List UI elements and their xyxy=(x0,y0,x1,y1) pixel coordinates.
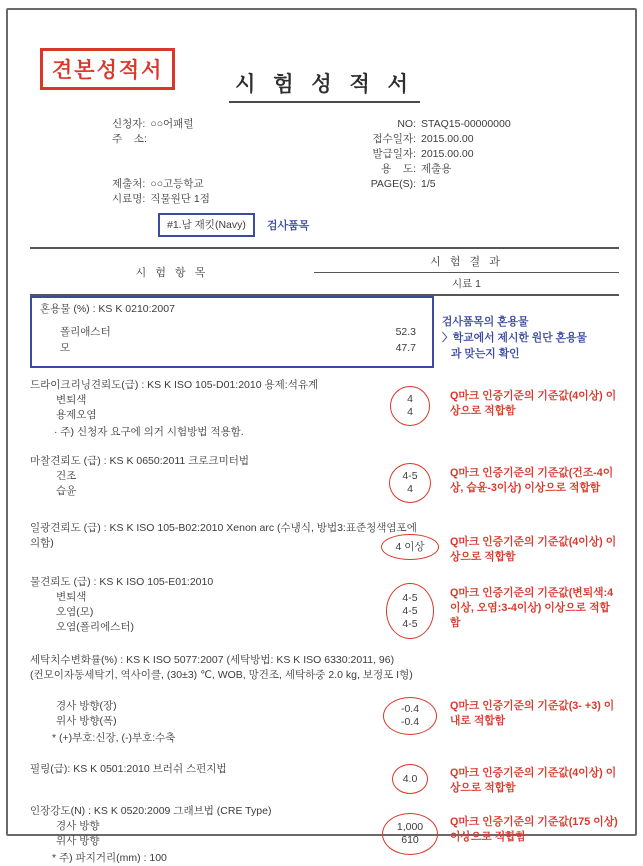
sub-item: 오염(폴리에스터) xyxy=(56,621,134,633)
annotation-line: 〉학교에서 제시한 원단 혼용물 xyxy=(442,332,587,344)
result-value: -0.4 xyxy=(400,703,420,715)
annotation-blend xyxy=(442,314,619,368)
inspection-item-note: 검사품목 xyxy=(266,220,310,232)
result-value: 4-5 xyxy=(402,591,418,604)
result-circle xyxy=(386,583,434,639)
inspection-item-row xyxy=(158,213,350,237)
sample-name-value: 직물원단 1점 xyxy=(150,193,210,205)
sub-item: 위사 방향(폭) xyxy=(56,715,117,727)
table-row xyxy=(40,340,424,356)
fiber-value: 52.3 xyxy=(395,326,416,338)
section-note: · 주) 신청자 요구에 의거 시험방법 적용함. xyxy=(54,426,244,438)
sub-item: 오염(모) xyxy=(56,606,94,618)
annotation: Q마크 인증기준의 기준값(3- +3) 이내로 적합함 xyxy=(450,700,615,727)
test-result-header: 시 험 결 과 xyxy=(314,249,619,273)
section-title: 마찰견뢰도 (급) : KS K 0650:2011 크로크미터법 xyxy=(30,455,249,467)
section-light xyxy=(30,521,619,565)
section-title: 필링(급): KS K 0501:2010 브러쉬 스펀지법 xyxy=(30,763,227,775)
result-circle xyxy=(389,463,431,503)
section-title: 세탁치수변화률(%) : KS K ISO 5077:2007 (세탁방법: KS K ISO 6330:2011, 96) xyxy=(30,654,395,666)
submit-to-label: 제출처: xyxy=(112,178,146,190)
address-label: 주 소: xyxy=(112,133,147,145)
annotation: Q마크 인증기준의 기준값(변퇴색:4이상, 오염:3-4이상) 이상으로 적합함 xyxy=(450,587,614,629)
section-title: 일광견뢰도 (급) : KS K ISO 105-B02:2010 Xenon arc (수냉식, 방법3:표준청색염포에 의함) xyxy=(30,522,417,549)
usage-value: 제출용 xyxy=(421,163,452,175)
sample-name-label: 시료명: xyxy=(112,193,146,205)
section-title: 드라이크리닝견뢰도(급) : KS K ISO 105-D01:2010 용제:석유계 xyxy=(30,379,319,391)
result-circle xyxy=(383,697,437,735)
blend-box xyxy=(30,296,434,368)
result-value: 4 이상 xyxy=(395,540,425,553)
section-note: * 주) 파지거리(mm) : 100 xyxy=(52,852,167,864)
result-circle xyxy=(382,813,438,855)
section-subtitle: (컨모이자동세탁기, 역사이클, (30±3) ℃, WOB, 망건조, 세탁하중 2.0 kg, 보정포 I형) xyxy=(30,669,413,681)
test-result-header-group xyxy=(314,249,619,294)
section-title: 혼용물 (%) : KS K 0210:2007 xyxy=(40,303,175,315)
applicant-value: ○○어패럴 xyxy=(150,118,194,130)
info-block xyxy=(30,117,619,237)
result-circle xyxy=(392,764,428,794)
sub-item: 습윤 xyxy=(56,485,77,497)
info-right-column xyxy=(350,117,619,237)
sub-item: 위사 방향 xyxy=(56,835,100,847)
section-note: * (+)부호:신장, (-)부호:수축 xyxy=(52,732,176,744)
received-date-label: 접수일자: xyxy=(372,133,416,145)
table-row xyxy=(40,324,424,340)
specimen-stamp: 견본성적서 xyxy=(40,48,175,90)
annotation: Q마크 인증기준의 기준값(4이상) 이상으로 적합함 xyxy=(450,767,617,794)
section-tensile xyxy=(30,804,619,866)
page-title: 시 험 성 적 서 xyxy=(229,68,420,103)
result-value: 4 xyxy=(407,393,413,405)
issued-date-label: 발급일자: xyxy=(372,148,416,160)
section-drycleaning xyxy=(30,378,619,440)
section-title: 물견뢰도 (급) : KS K ISO 105-E01:2010 xyxy=(30,576,214,588)
section-blend xyxy=(30,296,619,368)
result-value: 4-5 xyxy=(402,604,418,617)
test-item-header: 시 험 항 목 xyxy=(135,266,209,279)
annotation-line: 검사품목의 혼용물 xyxy=(442,316,529,328)
sub-item: 용제오염 xyxy=(56,409,97,421)
received-date-value: 2015.00.00 xyxy=(421,133,474,145)
result-value: 4 xyxy=(407,406,413,418)
result-value: 4-5 xyxy=(402,617,418,630)
pages-value: 1/5 xyxy=(421,178,436,190)
fiber-value: 47.7 xyxy=(395,342,416,354)
result-value: 4-5 xyxy=(402,470,418,482)
fiber-label: 폴리애스터 xyxy=(60,326,111,338)
sub-item: 변퇴색 xyxy=(56,591,87,603)
pages-label: PAGE(S): xyxy=(370,178,416,190)
result-circle xyxy=(390,386,430,426)
sub-item: 건조 xyxy=(56,470,77,482)
annotation: Q마크 인증기준의 기준값(건조-4이상, 습윤-3이상) 이상으로 적합함 xyxy=(450,467,614,494)
sub-item: 경사 방향(장) xyxy=(56,700,117,712)
annotation: Q마크 인증기준의 기준값(4이상) 이상으로 적합함 xyxy=(450,536,617,563)
applicant-label: 신청자: xyxy=(112,118,146,130)
section-water xyxy=(30,575,619,639)
annotation: Q마크 인증기준의 기준값(175 이상) 이상으로 적합함 xyxy=(450,816,618,843)
inspection-item-box: #1.남 재킷(Navy) xyxy=(158,213,255,237)
section-rubbing xyxy=(30,454,619,503)
sub-item: 경사 방향 xyxy=(56,820,100,832)
issued-date-value: 2015.00.00 xyxy=(421,148,474,160)
section-title: 인장강도(N) : KS K 0520:2009 그래브법 (CRE Type) xyxy=(30,805,272,817)
section-dimensional-change xyxy=(30,653,619,746)
result-value: -0.4 xyxy=(400,716,420,728)
result-value: 1,000 xyxy=(396,821,424,833)
no-value: STAQ15-00000000 xyxy=(421,118,511,130)
section-pilling xyxy=(30,762,619,796)
result-value: 4 xyxy=(407,483,413,495)
annotation-line: 과 맞는지 확인 xyxy=(451,348,520,360)
sample1-header: 시료 1 xyxy=(451,278,482,290)
no-label: NO: xyxy=(397,118,416,130)
fiber-label: 모 xyxy=(60,342,71,354)
info-left-column xyxy=(112,117,350,237)
result-circle xyxy=(381,534,439,560)
submit-to-value: ○○고등학교 xyxy=(150,178,204,190)
sub-item: 변퇴색 xyxy=(56,394,87,406)
blend-rows xyxy=(40,324,424,356)
result-value: 610 xyxy=(401,834,419,846)
annotation: Q마크 인증기준의 기준값(4이상) 이상으로 적합함 xyxy=(450,390,617,417)
usage-label: 용 도: xyxy=(381,163,416,175)
document-page xyxy=(6,8,637,864)
result-value: 4.0 xyxy=(402,772,418,785)
results-table-header xyxy=(30,247,619,296)
